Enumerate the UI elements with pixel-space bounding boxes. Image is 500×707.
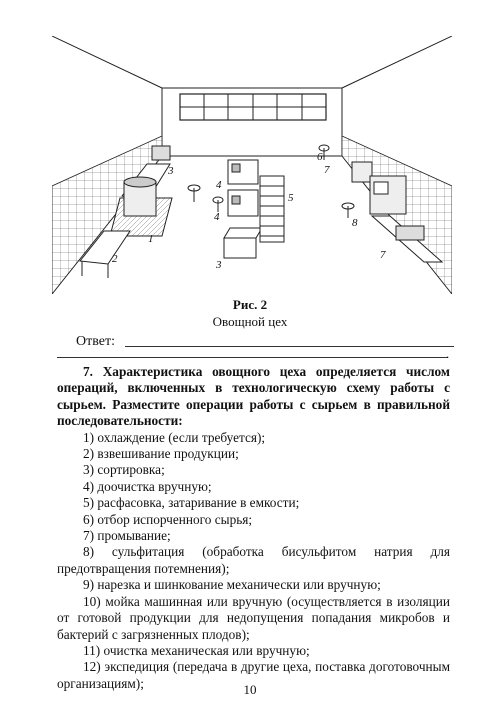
callout-6: 6 bbox=[317, 151, 323, 163]
callout-7: 7 bbox=[324, 164, 330, 176]
callout-7: 7 bbox=[380, 249, 386, 261]
list-item: 6) отбор испорченного сырья; bbox=[83, 511, 253, 527]
answer-row bbox=[72, 332, 454, 350]
list-item: 8) сульфитация (обработка бисульфитом натрия для предотвращения потемнения); bbox=[57, 544, 450, 576]
callout-4: 4 bbox=[214, 211, 220, 223]
page-number: 10 bbox=[243, 682, 257, 697]
list-item: 4) доочистка вручную; bbox=[83, 478, 212, 494]
callout-5: 5 bbox=[288, 192, 294, 204]
callout-8: 8 bbox=[352, 217, 358, 229]
list-item: 5) расфасовка, затаривание в емкости; bbox=[83, 495, 300, 511]
callout-1: 1 bbox=[148, 233, 154, 245]
callout-3: 3 bbox=[216, 259, 222, 271]
answer-end-dot: . bbox=[446, 346, 450, 361]
vegetable-shop-figure bbox=[52, 36, 452, 294]
list-item: 7) промывание; bbox=[83, 528, 171, 544]
task-7 bbox=[57, 364, 450, 692]
vegetable-shop-drawing bbox=[52, 36, 452, 294]
list-item: 9) нарезка и шинкование механически или вручную; bbox=[83, 577, 381, 593]
callout-2: 2 bbox=[112, 253, 118, 265]
answer-blank-line[interactable] bbox=[125, 346, 454, 347]
figure-caption-subtitle: Овощной цех bbox=[212, 314, 288, 329]
list-item: 10) мойка машинная или вручную (осуществляется в изоляции от готовой продукции для недопущения попадания микробов и бактерий с загрязненных плодов); bbox=[57, 593, 450, 642]
list-item: 12) экспедиция (передача в другие цеха, поставка доготовочным организациям); bbox=[57, 659, 450, 691]
list-item: 3) сортировка; bbox=[83, 462, 165, 478]
answer-blank-line-2[interactable] bbox=[57, 357, 448, 358]
callout-4: 4 bbox=[216, 179, 222, 191]
callout-3: 3 bbox=[168, 165, 174, 177]
list-item: 11) очистка механическая или вручную; bbox=[83, 642, 310, 658]
figure-caption-title: Рис. 2 bbox=[232, 297, 268, 312]
list-item: 1) охлаждение (если требуется); bbox=[83, 429, 266, 445]
task-heading: 7. Характеристика овощного цеха определяется числом операций, включенных в технологическую схему работы с сырьем. Разместите операции работы с сырьем в правильной последовательности: bbox=[57, 364, 450, 429]
answer-label: Ответ: bbox=[76, 334, 115, 349]
list-item: 2) взвешивание продукции; bbox=[83, 446, 239, 462]
operations-list bbox=[57, 430, 450, 693]
